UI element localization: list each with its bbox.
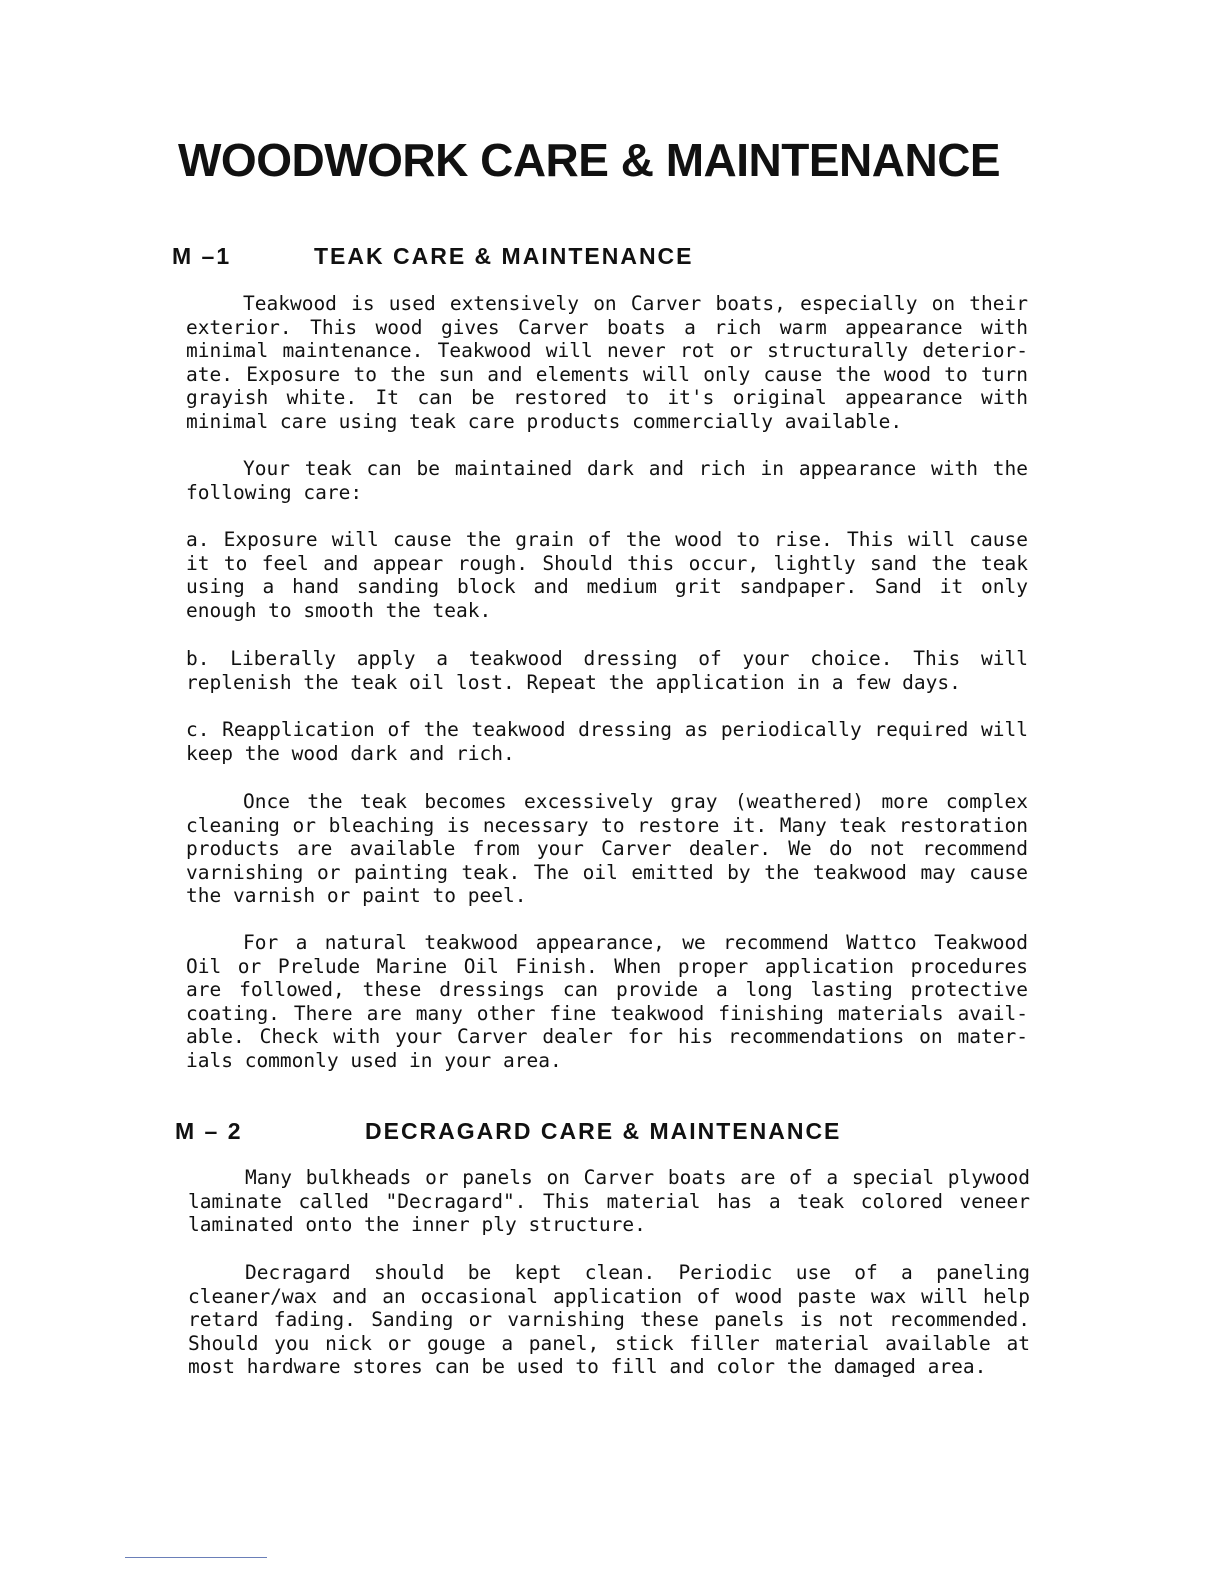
- paragraph: Teakwood is used extensively on Carver boats, especially on their exterior. This wood gives Carver boats a rich warm appearance with minimal maintenance. Teakwood will never rot or structurally deteriorate. Exposure to the sun and elements will only cause the wood to turn grayish white. It can be restored to it's original appearance with minimal care using teak care products commercially available.: [186, 292, 1028, 433]
- section-title: TEAK CARE & MAINTENANCE: [314, 243, 694, 269]
- section-code: M –1: [172, 243, 232, 269]
- paragraph: Once the teak becomes excessively gray (weathered) more complex cleaning or bleaching is necessary to restore it. Many teak restoration products are available from your Carver dealer. We do not recommend varnishing or painting teak. The oil emitted by the teakwood may cause the varnish or paint to peel.: [186, 790, 1028, 907]
- list-item-b: b. Liberally apply a teakwood dressing of your choice. This will replenish the teak oil lost. Repeat the application in a few days.: [186, 647, 1028, 694]
- section-heading-m2: [175, 1117, 842, 1145]
- list-item-c: c. Reapplication of the teakwood dressing as periodically required will keep the wood dark and rich.: [186, 718, 1028, 765]
- paragraph: Your teak can be maintained dark and rich in appearance with the following care:: [186, 457, 1028, 504]
- section-code: M – 2: [175, 1118, 243, 1144]
- paragraph: Decragard should be kept clean. Periodic use of a paneling cleaner/wax and an occasional application of wood paste wax will help retard fading. Sanding or varnishing these panels is not recommended. Should you nick or gouge a panel, stick filler material available at most hardware stores can be used to fill and color the damaged area.: [188, 1261, 1030, 1378]
- section-heading-m1: [172, 242, 694, 270]
- page-title: WOODWORK CARE & MAINTENANCE: [178, 134, 1001, 186]
- paragraph: For a natural teakwood appearance, we recommend Wattco Teakwood Oil or Prelude Marine Oil Finish. When proper application procedures are followed, these dressings can provide a long lasting protective coating. There are many other fine teakwood finishing materials available. Check with your Carver dealer for his recommendations on materials commonly used in your area.: [186, 931, 1028, 1072]
- section-title: DECRAGARD CARE & MAINTENANCE: [365, 1118, 842, 1144]
- paragraph: Many bulkheads or panels on Carver boats are of a special plywood laminate called "Decragard". This material has a teak colored veneer laminated onto the inner ply structure.: [188, 1166, 1030, 1236]
- footer-rule: [125, 1557, 267, 1558]
- list-item-a: a. Exposure will cause the grain of the wood to rise. This will cause it to feel and appear rough. Should this occur, lightly sand the teak using a hand sanding block and medium grit sandpaper. Sand it only enough to smooth the teak.: [186, 528, 1028, 622]
